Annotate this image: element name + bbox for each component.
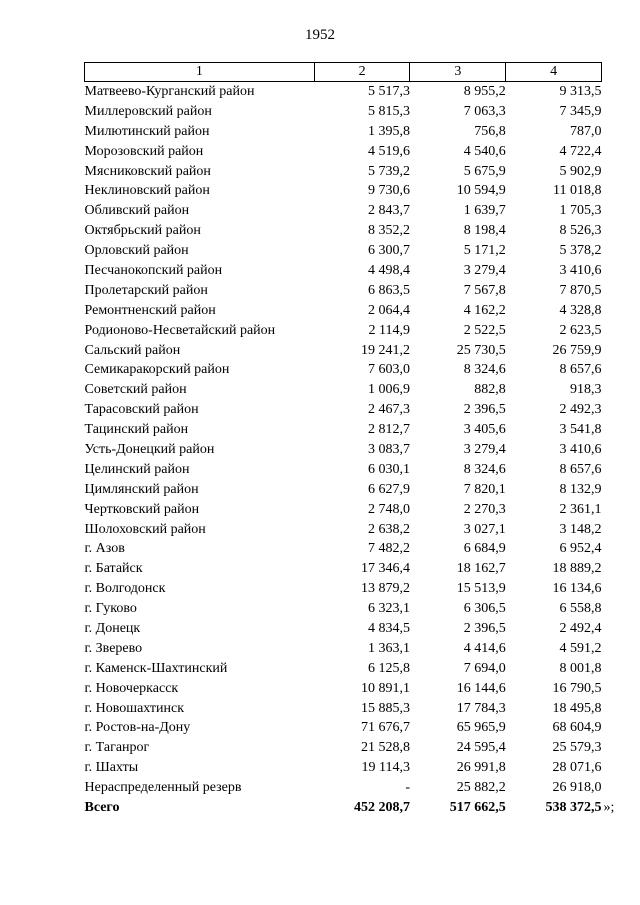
row-value-cell-2: 7 603,0 (367, 362, 410, 378)
table-row (85, 679, 602, 699)
table-row (85, 142, 602, 162)
row-value-cell-2: 2 843,7 (367, 203, 410, 219)
row-name-cell: г. Таганрог (84, 740, 150, 756)
row-value-cell-2: 8 352,2 (367, 223, 410, 239)
row-value-cell-4: 4 328,8 (559, 302, 602, 318)
row-value-cell-3: 2 396,5 (463, 620, 506, 636)
row-value-cell-4: 2 492,3 (559, 402, 602, 418)
row-value-cell-3: 6 684,9 (463, 541, 506, 557)
table-row (85, 559, 602, 579)
row-value-cell-4: 3 410,6 (559, 262, 602, 278)
row-name-cell: г. Новошахтинск (84, 700, 185, 716)
row-name-cell: Целинский район (84, 461, 190, 477)
row-value-cell-2: 7 482,2 (367, 541, 410, 557)
table-row (85, 599, 602, 619)
table-row (85, 301, 602, 321)
row-value-cell-4: 26 918,0 (552, 780, 602, 796)
row-value-cell-3: 7 063,3 (463, 103, 506, 119)
row-value-cell-3: 4 540,6 (463, 143, 506, 159)
row-name-cell: Ремонтненский район (84, 302, 216, 318)
row-value-cell-3: 10 594,9 (456, 183, 506, 199)
row-value-cell-3: 4 414,6 (463, 640, 506, 656)
table-row (85, 400, 602, 420)
row-value-cell-2: 6 863,5 (367, 282, 410, 298)
table-row (85, 281, 602, 301)
table-row (85, 659, 602, 679)
table-row (85, 639, 602, 659)
table-row (85, 341, 602, 361)
row-value-cell-3: 25 730,5 (456, 342, 506, 358)
row-value-cell-3: 5 675,9 (463, 163, 506, 179)
row-value-cell-4: 8 657,6 (559, 362, 602, 378)
row-value-cell-4: 8 132,9 (559, 481, 602, 497)
row-value-cell-3: 882,8 (474, 382, 506, 398)
row-value-cell-2: 4 834,5 (367, 620, 410, 636)
row-value-cell-3: 16 144,6 (456, 680, 506, 696)
budget-table (84, 62, 615, 818)
row-value-cell-4: 16 790,5 (552, 680, 602, 696)
row-value-cell-4: 8 657,6 (559, 461, 602, 477)
row-value-cell-3: 24 595,4 (456, 740, 506, 756)
row-name-cell: г. Батайск (84, 561, 143, 577)
table-row (85, 440, 602, 460)
row-name-cell: г. Зверево (84, 640, 143, 656)
row-value-cell-4: 5 902,9 (559, 163, 602, 179)
table-row (85, 380, 602, 400)
row-value-cell-2: 17 346,4 (360, 561, 410, 577)
row-name-cell: г. Азов (84, 541, 125, 557)
row-name-cell: Песчанокопский район (84, 262, 223, 278)
row-value-cell-2: 2 064,4 (367, 302, 410, 318)
table-row (85, 360, 602, 380)
row-value-cell-3: 756,8 (474, 123, 506, 139)
row-value-cell-4: 7 870,5 (559, 282, 602, 298)
row-value-cell-3: 3 279,4 (463, 441, 506, 457)
row-name-cell: Нераспределенный резерв (84, 780, 242, 796)
row-value-cell-2: 4 519,6 (367, 143, 410, 159)
row-name-cell: Неклиновский район (84, 183, 210, 199)
row-value-cell-3: 3 279,4 (463, 262, 506, 278)
row-name-cell: Октябрьский район (84, 223, 201, 239)
row-value-cell-4: 918,3 (570, 382, 602, 398)
row-value-cell-4: 25 579,3 (552, 740, 602, 756)
table-row (85, 579, 602, 599)
row-value-cell-2: 1 395,8 (367, 123, 410, 139)
table-row (85, 738, 602, 758)
table-row (85, 420, 602, 440)
row-value-cell-4: 9 313,5 (559, 83, 602, 99)
row-value-cell-2: 21 528,8 (360, 740, 410, 756)
row-value-cell-2: 9 730,6 (367, 183, 410, 199)
row-value-cell-4: 4 722,4 (559, 143, 602, 159)
table-row (85, 719, 602, 739)
row-name-cell: Милютинский район (84, 123, 210, 139)
row-name-cell: Цимлянский район (84, 481, 199, 497)
row-value-cell-2: 3 083,7 (367, 441, 410, 457)
row-value-cell-4: 28 071,6 (552, 760, 602, 776)
table-row (85, 778, 602, 798)
row-name-cell: Матвеево-Курганский район (84, 83, 255, 99)
row-value-cell-2: 6 125,8 (367, 660, 410, 676)
row-value-cell-3: 8 955,2 (463, 83, 506, 99)
row-value-cell-3: 7 820,1 (463, 481, 506, 497)
total-value-4-text: 538 372,5 (545, 800, 602, 815)
row-name-cell: Усть-Донецкий район (84, 441, 215, 457)
row-value-cell-2: - (405, 780, 410, 796)
table-row (85, 520, 602, 540)
row-value-cell-2: 2 638,2 (367, 521, 410, 537)
row-value-cell-4: 16 134,6 (552, 581, 602, 597)
row-name-cell: г. Каменск-Шахтинский (84, 660, 228, 676)
row-name-cell: г. Донецк (84, 620, 141, 636)
row-name-cell: Орловский район (84, 243, 189, 259)
row-value-cell-4: 11 018,8 (553, 183, 602, 199)
row-value-cell-2: 4 498,4 (367, 262, 410, 278)
total-value-2: 452 208,7 (353, 800, 410, 815)
row-value-cell-2: 6 627,9 (367, 481, 410, 497)
table-row (85, 122, 602, 142)
table-row (85, 221, 602, 241)
row-value-cell-3: 3 027,1 (463, 521, 506, 537)
row-value-cell-2: 15 885,3 (360, 700, 410, 716)
column-header-3: 3 (410, 63, 506, 82)
table-row (85, 321, 602, 341)
row-value-cell-4: 68 604,9 (552, 720, 602, 736)
row-value-cell-2: 5 517,3 (367, 83, 410, 99)
row-name-cell: г. Ростов-на-Дону (84, 720, 191, 736)
row-name-cell: Советский район (84, 382, 187, 398)
row-value-cell-4: 2 492,4 (559, 620, 602, 636)
table-row (85, 460, 602, 480)
row-name-cell: Тацинский район (84, 422, 189, 438)
row-value-cell-2: 19 241,2 (360, 342, 410, 358)
row-value-cell-4: 3 148,2 (559, 521, 602, 537)
table-row (85, 261, 602, 281)
row-value-cell-4: 3 410,6 (559, 441, 602, 457)
row-value-cell-4: 2 623,5 (559, 322, 602, 338)
row-value-cell-4: 4 591,2 (559, 640, 602, 656)
total-row (85, 798, 602, 818)
row-value-cell-2: 1 006,9 (367, 382, 410, 398)
column-header-2: 2 (314, 63, 410, 82)
row-value-cell-3: 8 198,4 (463, 223, 506, 239)
table-row (85, 162, 602, 182)
row-name-cell: г. Новочеркасск (84, 680, 179, 696)
row-value-cell-3: 2 270,3 (463, 501, 506, 517)
row-value-cell-2: 5 739,2 (367, 163, 410, 179)
table-header-row (85, 63, 602, 82)
row-value-cell-2: 2 748,0 (367, 501, 410, 517)
row-name-cell: г. Гуково (84, 601, 137, 617)
row-value-cell-3: 8 324,6 (463, 362, 506, 378)
row-value-cell-3: 1 639,7 (463, 203, 506, 219)
row-value-cell-3: 18 162,7 (456, 561, 506, 577)
row-name-cell: Чертковский район (84, 501, 200, 517)
table-row (85, 699, 602, 719)
row-value-cell-4: 1 705,3 (559, 203, 602, 219)
row-value-cell-4: 787,0 (570, 123, 602, 139)
row-value-cell-3: 17 784,3 (456, 700, 506, 716)
row-value-cell-3: 7 694,0 (463, 660, 506, 676)
row-value-cell-4: 3 541,8 (559, 422, 602, 438)
table-body (85, 82, 602, 799)
row-name-cell: Миллеровский район (84, 103, 212, 119)
total-value-3: 517 662,5 (449, 800, 506, 815)
row-value-cell-2: 71 676,7 (360, 720, 410, 736)
row-value-cell-4: 6 952,4 (559, 541, 602, 557)
table-row (85, 500, 602, 520)
row-name-cell: г. Шахты (84, 760, 139, 776)
column-header-1: 1 (85, 63, 315, 82)
row-value-cell-2: 2 812,7 (367, 422, 410, 438)
row-value-cell-4: 8 001,8 (559, 660, 602, 676)
row-name-cell: Пролетарский район (84, 282, 208, 298)
row-value-cell-3: 6 306,5 (463, 601, 506, 617)
row-value-cell-4: 2 361,1 (559, 501, 602, 517)
row-value-cell-3: 4 162,2 (463, 302, 506, 318)
row-value-cell-4: 26 759,9 (552, 342, 602, 358)
table-row (85, 241, 602, 261)
row-value-cell-2: 5 815,3 (367, 103, 410, 119)
table-row (85, 758, 602, 778)
closing-quote-suffix: »; (603, 800, 615, 815)
row-value-cell-3: 25 882,2 (456, 780, 506, 796)
row-name-cell: Обливский район (84, 203, 190, 219)
row-name-cell: Морозовский район (84, 143, 204, 159)
row-value-cell-3: 3 405,6 (463, 422, 506, 438)
row-value-cell-4: 7 345,9 (559, 103, 602, 119)
row-value-cell-2: 10 891,1 (360, 680, 410, 696)
table-row (85, 539, 602, 559)
row-name-cell: Тарасовский район (84, 402, 199, 418)
row-value-cell-3: 2 522,5 (463, 322, 506, 338)
row-value-cell-2: 2 467,3 (367, 402, 410, 418)
row-value-cell-2: 6 323,1 (367, 601, 410, 617)
total-label: Всего (84, 800, 120, 815)
row-value-cell-3: 65 965,9 (456, 720, 506, 736)
row-name-cell: г. Волгодонск (84, 581, 166, 597)
row-value-cell-3: 26 991,8 (456, 760, 506, 776)
row-value-cell-4: 18 495,8 (552, 700, 602, 716)
row-value-cell-2: 6 030,1 (367, 461, 410, 477)
total-value-4 (506, 798, 615, 818)
row-name-cell: Шолоховский район (84, 521, 206, 537)
row-value-cell-2: 1 363,1 (367, 640, 410, 656)
row-value-cell-2: 2 114,9 (368, 322, 410, 338)
table-row (85, 82, 602, 102)
row-name-cell: Родионово-Несветайский район (84, 322, 276, 338)
row-name-cell: Мясниковский район (84, 163, 211, 179)
table-row (85, 102, 602, 122)
row-name-cell: Сальский район (84, 342, 181, 358)
row-value-cell-4: 18 889,2 (552, 561, 602, 577)
row-value-cell-3: 5 171,2 (463, 243, 506, 259)
table-row (85, 480, 602, 500)
row-value-cell-3: 15 513,9 (456, 581, 506, 597)
page-number: 1952 (305, 27, 335, 43)
column-header-4: 4 (506, 63, 602, 82)
row-value-cell-3: 8 324,6 (463, 461, 506, 477)
row-value-cell-4: 8 526,3 (559, 223, 602, 239)
table-row (85, 201, 602, 221)
row-value-cell-2: 13 879,2 (360, 581, 410, 597)
row-value-cell-2: 19 114,3 (361, 760, 410, 776)
row-value-cell-3: 7 567,8 (463, 282, 506, 298)
table-row (85, 181, 602, 201)
row-value-cell-4: 5 378,2 (559, 243, 602, 259)
table-row (85, 619, 602, 639)
row-value-cell-2: 6 300,7 (367, 243, 410, 259)
row-value-cell-3: 2 396,5 (463, 402, 506, 418)
row-value-cell-4: 6 558,8 (559, 601, 602, 617)
row-name-cell: Семикаракорский район (84, 362, 230, 378)
